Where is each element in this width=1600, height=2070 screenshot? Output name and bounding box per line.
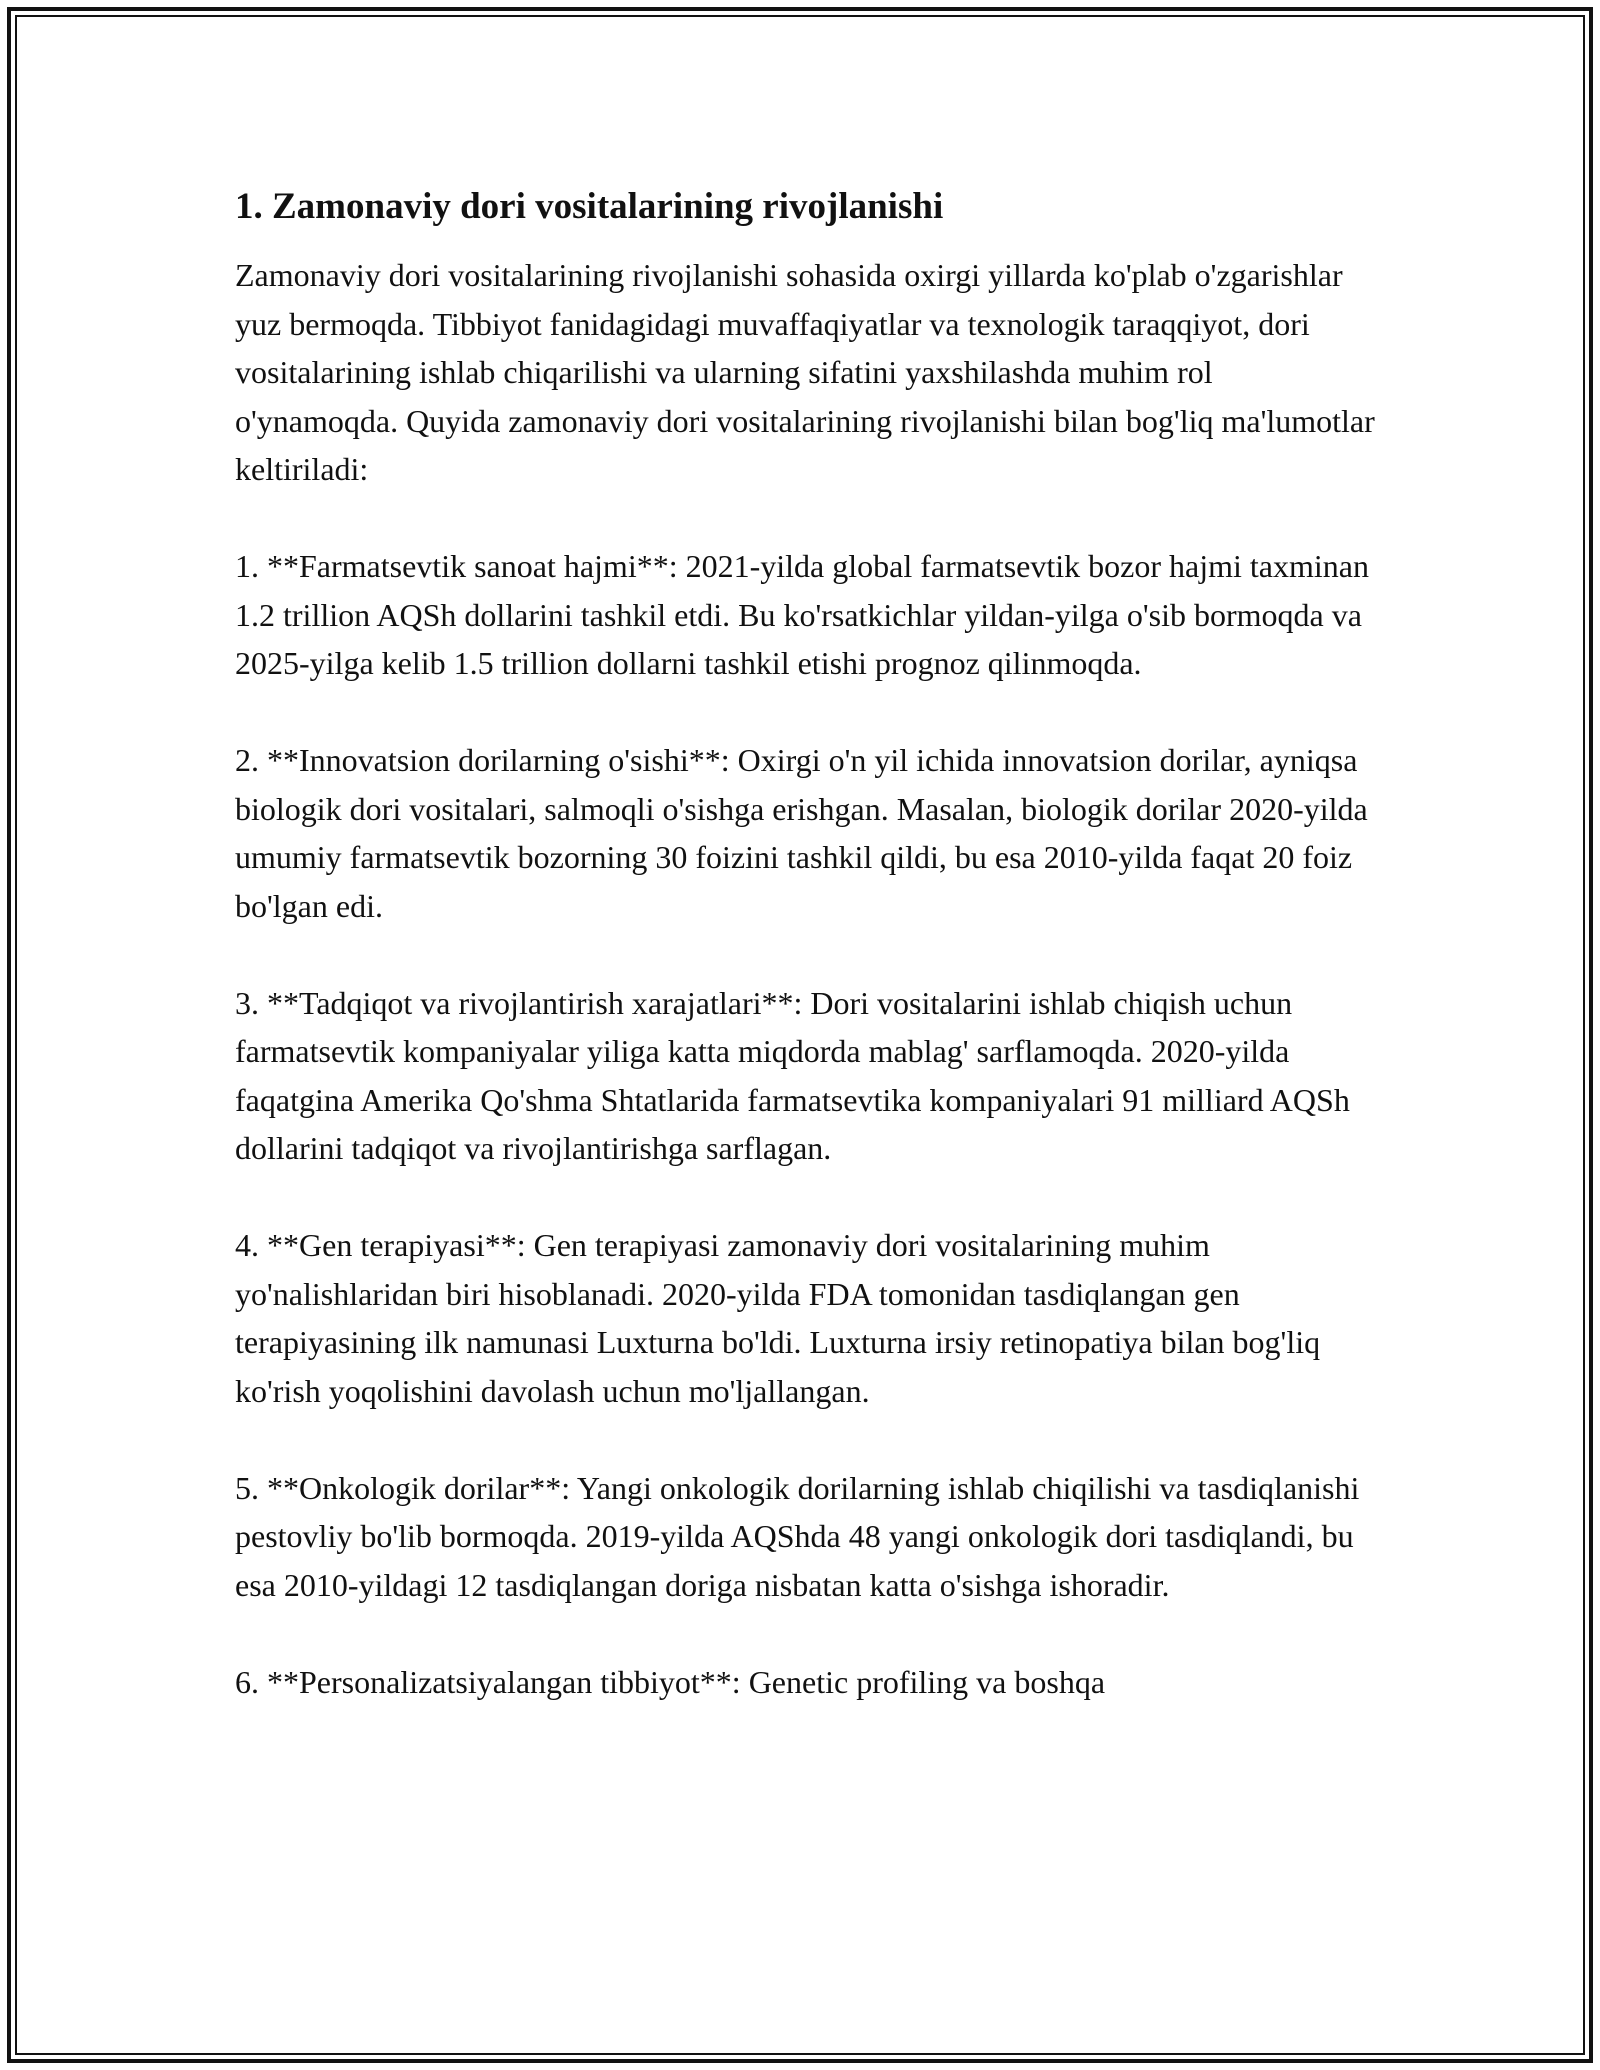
list-item-2-paragraph: 2. **Innovatsion dorilarning o'sishi**: Oxirgi o'n yil ichida innovatsion dorilar, ayniqsa biologik dori vositalari, salmoqli o'sishga erishgan. Masalan, biologik dorilar 2020-yilda umumiy farmatsevtik bozorning 30 foizini tashkil qildi, bu esa 2010-yilda faqat 20 foiz bo'lgan edi. <box>235 742 1368 924</box>
intro-paragraph: Zamonaviy dori vositalarining rivojlanishi sohasida oxirgi yillarda ko'plab o'zgarishlar yuz bermoqda. Tibbiyot fanidagidagi muvaffaqiyatlar va texnologik taraqqiyot, dori vositalarining ishlab chiqarilishi va ularning sifatini yaxshilashda muhim rol o'ynamoqda. Quyida zamonaviy dori vositalarining rivojlanishi bilan bog'liq ma'lumotlar keltiriladi: <box>235 257 1375 487</box>
section-heading: 1. Zamonaviy dori vositalarining rivojlanishi <box>235 186 944 227</box>
list-item-1-paragraph: 1. **Farmatsevtik sanoat hajmi**: 2021-yilda global farmatsevtik bozor hajmi taxminan 1.2 trillion AQSh dollarini tashkil etdi. Bu ko'rsatkichlar yildan-yilga o'sib bormoqda va 2025-yilga kelib 1.5 trillion dollarni tashkil etishi prognoz qilinmoqda. <box>235 548 1369 681</box>
list-item-6-paragraph: 6. **Personalizatsiyalangan tibbiyot**: Genetic profiling va boshqa <box>235 1663 1106 1700</box>
list-item-4-paragraph: 4. **Gen terapiyasi**: Gen terapiyasi zamonaviy dori vositalarining muhim yo'nalishlaridan biri hisoblanadi. 2020-yilda FDA tomonidan tasdiqlangan gen terapiyasining ilk namunasi Luxturna bo'ldi. Luxturna irsiy retinopatiya bilan bog'liq ko'rish yoqolishini davolash uchun mo'ljallangan. <box>235 1227 1321 1409</box>
document-body <box>235 185 1375 1755</box>
list-item-3-paragraph: 3. **Tadqiqot va rivojlantirish xarajatlari**: Dori vositalarini ishlab chiqish uchun farmatsevtik kompaniyalar yiliga katta miqdorda mablag' sarflamoqda. 2020-yilda faqatgina Amerika Qo'shma Shtatlarida farmatsevtika kompaniyalari 91 milliard AQSh dollarini tadqiqot va rivojlantirishga sarflagan. <box>235 984 1350 1166</box>
list-item-5-paragraph: 5. **Onkologik dorilar**: Yangi onkologik dorilarning ishlab chiqilishi va tasdiqlanishi pestovliy bo'lib bormoqda. 2019-yilda AQShda 48 yangi onkologik dori tasdiqlandi, bu esa 2010-yildagi 12 tasdiqlangan doriga nisbatan katta o'sishga ishoradir. <box>235 1469 1360 1603</box>
